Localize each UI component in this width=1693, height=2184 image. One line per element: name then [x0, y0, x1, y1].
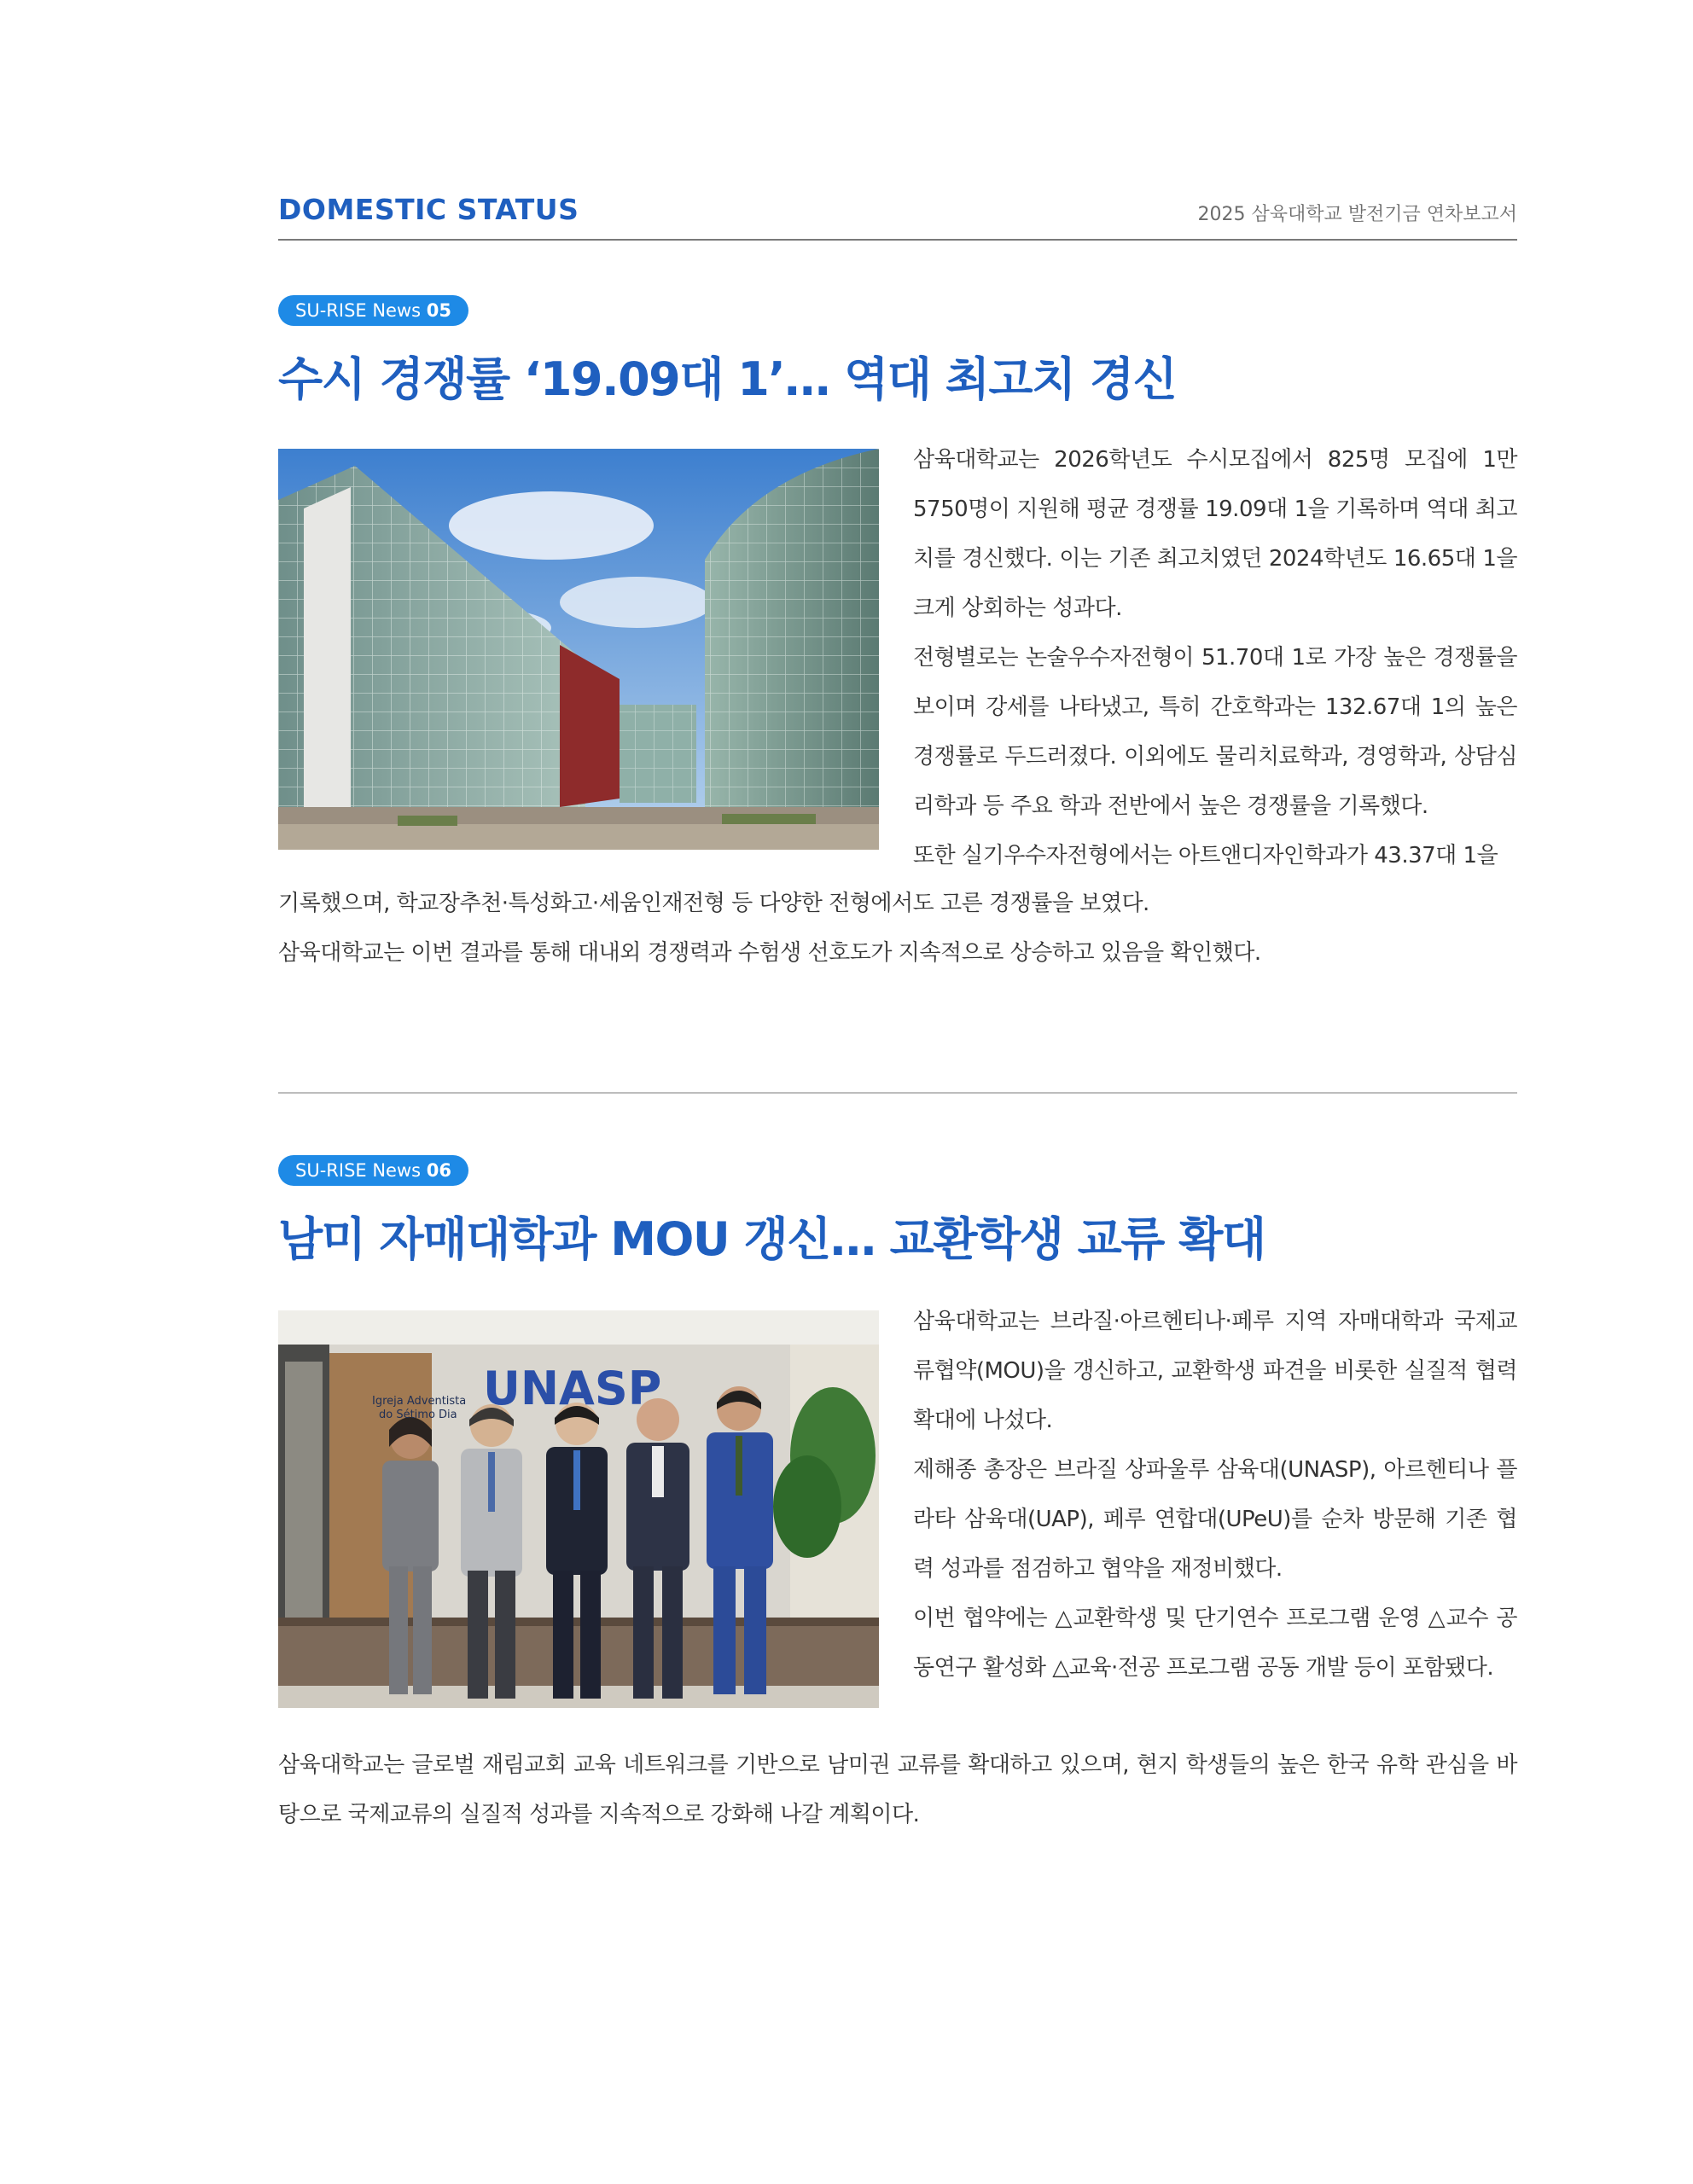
delegation-group-photo	[278, 1310, 879, 1708]
badge-number: 05	[426, 300, 452, 321]
badge-prefix: SU-RISE News	[295, 1160, 422, 1181]
news-paragraph: 삼육대학교는 2026학년도 수시모집에서 825명 모집에 1만 5750명이 지원해 평균 경쟁률 19.09대 1을 기록하며 역대 최고치를 경신했다. 이는 기존 최고치였던 2024학년도 16.65대 1을 크게 상회하는 성과다.	[913, 447, 1517, 621]
news-paragraph: 삼육대학교는 브라질·아르헨티나·페루 지역 자매대학과 국제교류협약(MOU)을 갱신하고, 교환학생 파견을 비롯한 실질적 협력 확대에 나섰다.	[913, 1309, 1517, 1433]
section-label: DOMESTIC STATUS	[278, 193, 579, 226]
page-header	[278, 193, 1517, 241]
news-badge-05	[278, 295, 468, 326]
news-paragraph: 제해종 총장은 브라질 상파울루 삼육대(UNASP), 아르헨티나 플라타 삼육대(UAP), 페루 연합대(UPeU)를 순차 방문해 기존 협력 성과를 점검하고 협약을 재정비했다.	[913, 1457, 1517, 1582]
signage-sub1: Igreja Adventista	[372, 1395, 467, 1408]
news-body-05-continued	[278, 879, 1517, 978]
news-headline-05: 수시 경쟁률 ‘19.09대 1’… 역대 최고치 경신	[278, 352, 1177, 406]
news-paragraph: 삼육대학교는 글로벌 재림교회 교육 네트워크를 기반으로 남미권 교류를 확대하고 있으며, 현지 학생들의 높은 한국 유학 관심을 바탕으로 국제교류의 실질적 성과를 지속적으로 강화해 나갈 계획이다.	[278, 1752, 1517, 1827]
news-paragraph: 이번 협약에는 △교환학생 및 단기연수 프로그램 운영 △교수 공동연구 활성화 △교육·전공 프로그램 공동 개발 등이 포함됐다.	[913, 1606, 1517, 1681]
campus-building-photo	[278, 449, 879, 850]
news-closing-06	[278, 1740, 1517, 1839]
news-paragraph: 전형별로는 논술우수자전형이 51.70대 1로 가장 높은 경쟁률을 보이며 강세를 나타냈고, 특히 간호학과는 132.67대 1의 높은 경쟁률로 두드러졌다. 이외에도 물리치료학과, 경영학과, 상담심리학과 등 주요 학과 전반에서 높은 경쟁률을 기록했다.	[913, 645, 1517, 819]
signage-sub2: do Sétimo Dia	[379, 1409, 457, 1421]
section-divider	[278, 1092, 1517, 1094]
badge-prefix: SU-RISE News	[295, 300, 422, 321]
news-paragraph: 또한 실기우수자전형에서는 아트앤디자인학과가 43.37대 1을	[913, 843, 1498, 868]
news-body-05	[913, 435, 1517, 880]
news-body-06	[913, 1297, 1517, 1693]
badge-number: 06	[426, 1160, 452, 1181]
news-badge-06	[278, 1155, 468, 1186]
news-headline-06: 남미 자매대학과 MOU 갱신… 교환학생 교류 확대	[278, 1212, 1265, 1266]
report-title: 2025 삼육대학교 발전기금 연차보고서	[1197, 204, 1517, 225]
signage-logo: UNASP	[483, 1362, 662, 1415]
news-paragraph: 삼육대학교는 이번 결과를 통해 대내외 경쟁력과 수험생 선호도가 지속적으로 상승하고 있음을 확인했다.	[278, 940, 1261, 966]
news-paragraph: 기록했으며, 학교장추천·특성화고·세움인재전형 등 다양한 전형에서도 고른 경쟁률을 보였다.	[278, 891, 1149, 916]
